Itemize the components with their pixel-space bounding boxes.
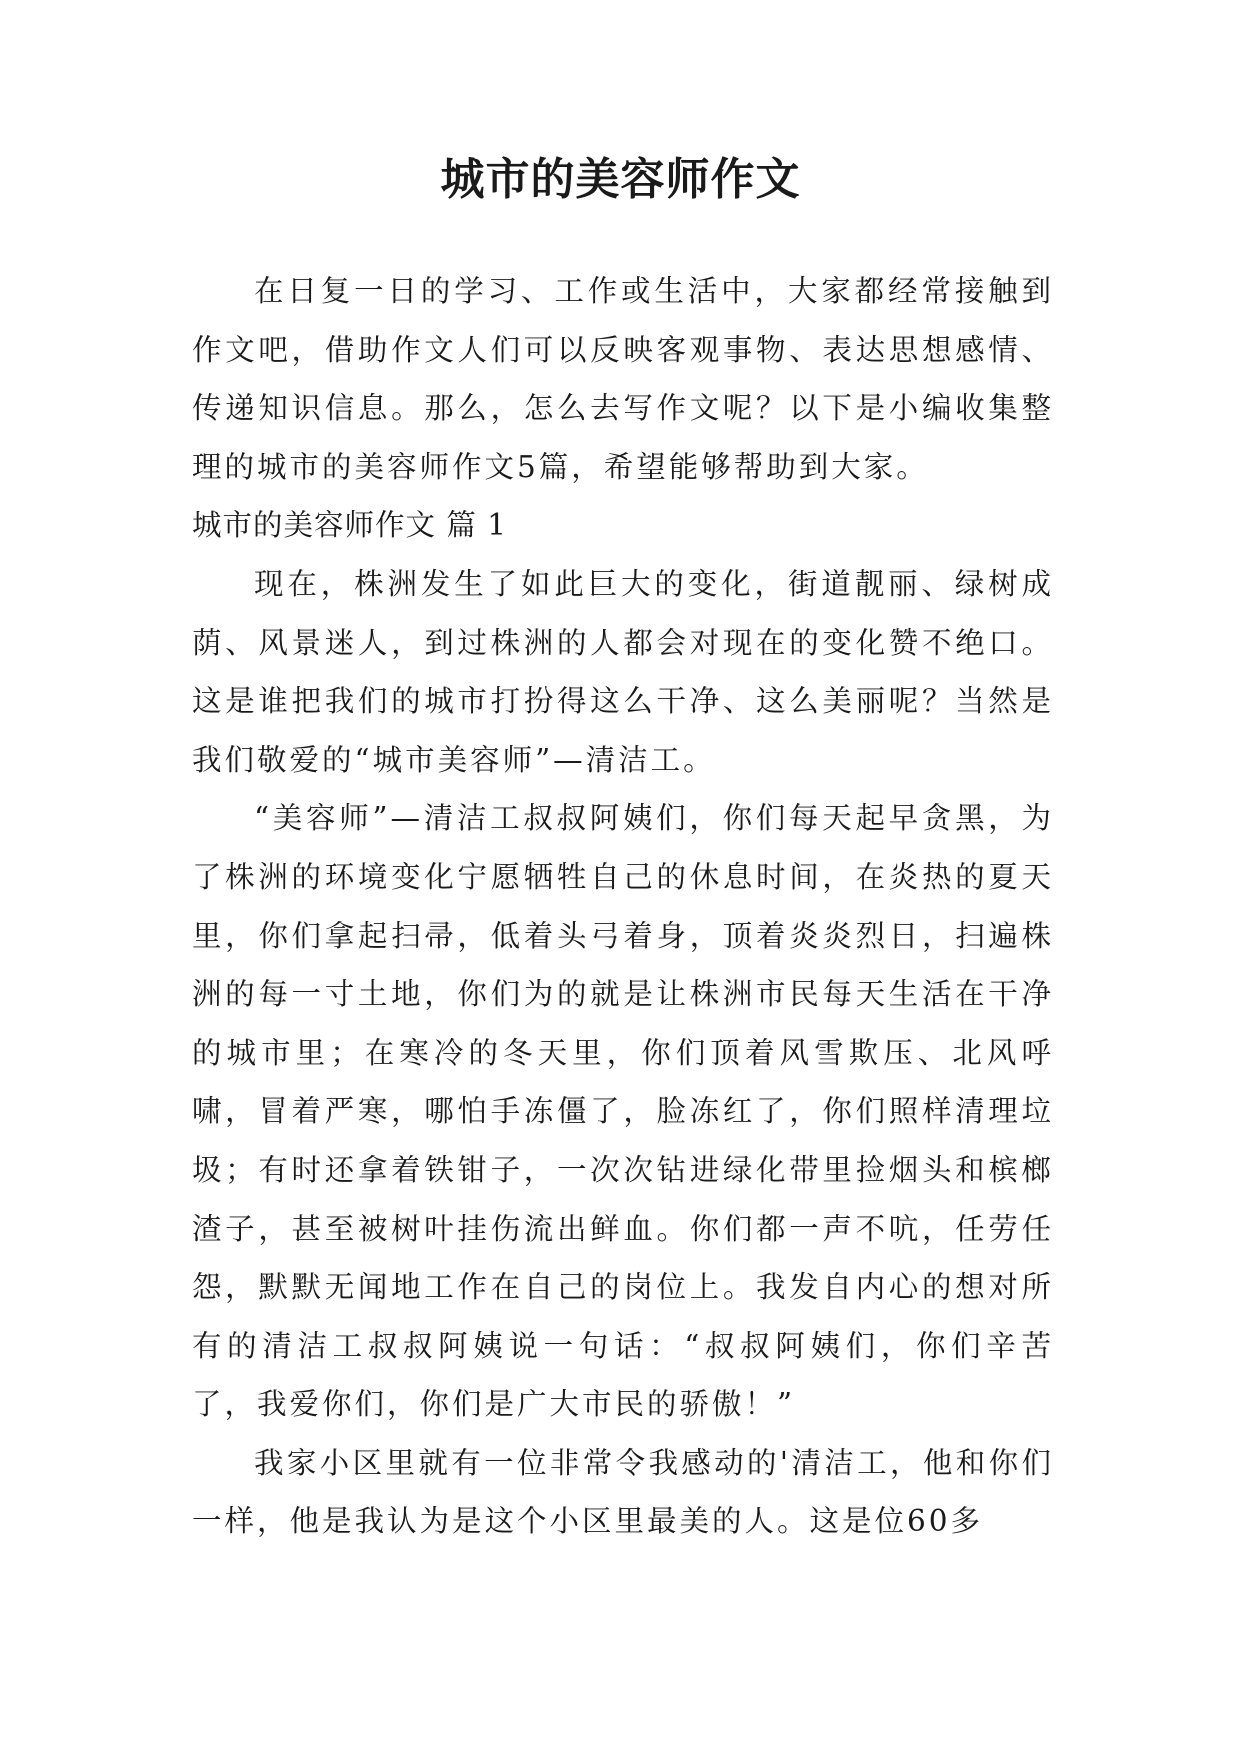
body-paragraph-1: 现在，株洲发生了如此巨大的变化，街道靓丽、绿树成荫、风景迷人，到过株洲的人都会对现在的变化赞不绝口。这是谁把我们的城市打扮得这么干净、这么美丽呢？当然是我们敬爱的“城市美容师”—清洁工。 bbox=[192, 566, 1054, 777]
body-paragraph-3: 我家小区里就有一位非常令我感动的'清洁工，他和你们一样，他是我认为是这个小区里最美的人。这是位60多 bbox=[192, 1445, 1054, 1539]
intro-paragraph: 在日复一日的学习、工作或生活中，大家都经常接触到作文吧，借助作文人们可以反映客观事物、表达思想感情、传递知识信息。那么，怎么去写作文呢？以下是小编收集整理的城市的美容师作文5篇，希望能够帮助到大家。 bbox=[192, 274, 1054, 484]
section-heading-1: 城市的美容师作文 篇 1 bbox=[192, 508, 508, 543]
body-paragraph-2: “美容师”—清洁工叔叔阿姨们，你们每天起早贪黑，为了株洲的环境变化宁愿牺牲自己的休息时间，在炎热的夏天里，你们拿起扫帚，低着头弓着身，顶着炎炎烈日，扫遍株洲的每一寸土地，你们为的就是让株洲市民每天生活在干净的城市里；在寒冷的冬天里，你们顶着风雪欺压、北风呼啸，冒着严寒，哪怕手冻僵了，脸冻红了，你们照样清理垃圾；有时还拿着铁钳子，一次次钻进绿化带里捡烟头和槟榔渣子，甚至被树叶挂伤流出鲜血。你们都一声不吭，任劳任怨，默默无闻地工作在自己的岗位上。我发自内心的想对所有的清洁工叔叔阿姨说一句话：“叔叔阿姨们，你们辛苦了，我爱你们，你们是广大市民的骄傲！” bbox=[192, 801, 1054, 1422]
document-title: 城市的美容师作文 bbox=[440, 154, 801, 205]
document-body bbox=[192, 262, 1054, 1551]
